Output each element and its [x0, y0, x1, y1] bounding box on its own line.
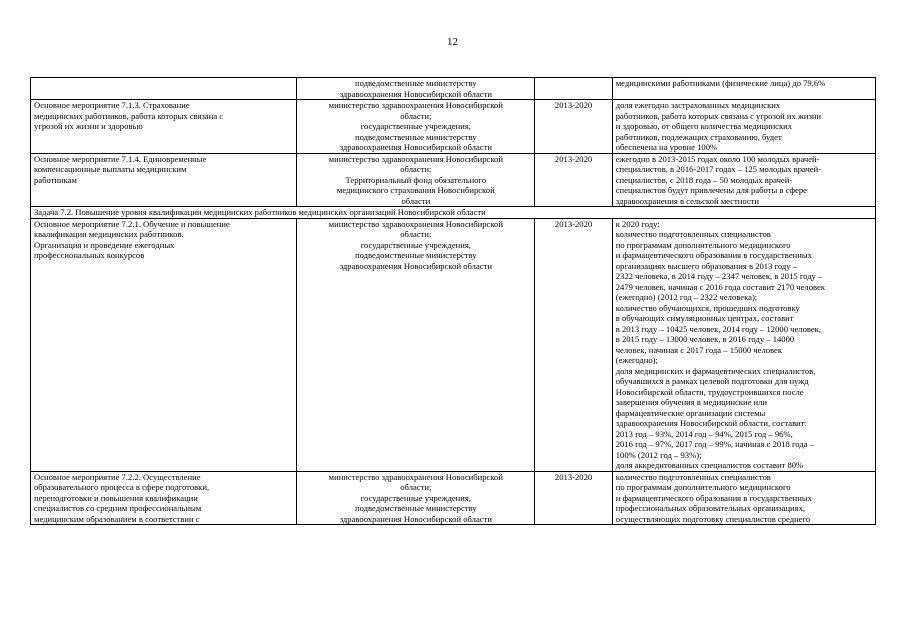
- indicators-cell-line: фармацевтические организации системы: [615, 407, 766, 418]
- indicators-cell-line: обучавшихся в рамках целевой подготовки для нужд: [615, 376, 809, 386]
- table-row: [31, 471, 876, 525]
- executors-cell-line: здравоохранения Новосибирской области: [339, 260, 492, 271]
- measure-cell-line: квалификации медицинских работников.: [34, 229, 184, 239]
- measure-cell-line: Основное мероприятие 7.2.2. Осуществление: [34, 471, 201, 482]
- indicators-cell-line: медицинскими работниками (физические лица) до 79,6%: [615, 78, 826, 88]
- indicators-cell-line: 2013 год – 93%, 2014 год – 94%, 2015 год – 96%,: [615, 428, 793, 439]
- period-cell: [535, 471, 612, 525]
- period-cell: [535, 153, 612, 207]
- measure-cell-line: специалистов со средним профессиональным: [34, 503, 202, 513]
- executors-cell: [297, 218, 535, 471]
- indicators-cell-line: в 2015 году – 13000 человек, в 2016 году – 14000: [615, 334, 795, 344]
- indicators-cell-line: по программам дополнительного медицинского: [615, 482, 791, 492]
- measure-cell-line: Организация и проведение ежегодных: [34, 239, 175, 250]
- measure-cell: [31, 471, 297, 525]
- indicators-cell-line: специалистов, с 2018 года – 50 молодых врачей-: [615, 174, 793, 185]
- executors-cell-line: области: [401, 195, 431, 206]
- period-cell-line: 2013-2020: [554, 471, 593, 482]
- indicators-cell-line: к 2020 году:: [615, 218, 660, 229]
- indicators-cell-line: доля медицинских и фармацевтических специалистов,: [615, 365, 816, 376]
- executors-cell-line: здравоохранения Новосибирской области: [339, 142, 492, 152]
- executors-cell-line: подведомственные министерству: [355, 503, 477, 513]
- indicators-cell-line: 2016 год – 97%, 2017 год – 99%, начиная с 2018 года –: [615, 439, 814, 449]
- indicators-cell-line: и фармацевтического образования в государственных: [615, 492, 812, 503]
- indicators-cell: [612, 153, 875, 207]
- executors-cell-line: государственные учреждения,: [360, 492, 471, 503]
- indicators-cell-line: (ежегодно) (2012 год – 2322 человека);: [615, 292, 758, 302]
- indicators-cell-line: организациях высшего образования в 2013 году –: [615, 260, 797, 271]
- measure-cell-line: переподготовки и повышения квалификации: [34, 492, 198, 503]
- measure-cell-line: Основное мероприятие 7.1.4. Единовременные: [34, 153, 207, 164]
- indicators-cell-line: (ежегодно);: [615, 355, 658, 365]
- period-cell: [535, 78, 612, 100]
- executors-cell-line: области;: [400, 229, 432, 239]
- measure-cell-line: медицинских работников, работа которых связана с: [34, 110, 224, 121]
- period-cell: [535, 218, 612, 471]
- indicators-cell-line: завершения обучения в медицинские или: [615, 397, 768, 407]
- period-cell: [535, 100, 612, 154]
- table-row: [31, 100, 876, 154]
- executors-cell-line: министерство здравоохранения Новосибирской: [328, 153, 503, 164]
- executors-cell-line: области;: [400, 164, 432, 174]
- program-measures-table: [30, 77, 876, 525]
- indicators-cell-line: 2479 человек, начиная с 2016 года составит 2170 человек: [615, 281, 826, 292]
- indicators-cell-line: профессиональных образовательных организациях,: [615, 503, 806, 513]
- executors-cell-line: области;: [400, 482, 432, 492]
- indicators-cell-line: количество обучающихся, прошедших подготовку: [615, 302, 800, 313]
- executors-cell: [297, 153, 535, 207]
- measure-cell-line: Основное мероприятие 7.2.1. Обучение и повышение: [34, 218, 230, 229]
- executors-cell: [297, 78, 535, 100]
- indicators-cell-line: и здоровью, от общего количества медицинских: [615, 121, 793, 131]
- measure-cell-line: медицинским образованием в соответствии с: [34, 513, 200, 524]
- indicators-cell-line: и фармацевтического образования в государственных: [615, 250, 812, 260]
- executors-cell-line: медицинского страхования Новосибирской: [336, 185, 495, 195]
- task-heading: Задача 7.2. Повышение уровня квалификации медицинских работников медицинских организаций Новосибирской области: [31, 207, 876, 219]
- table-row: [31, 218, 876, 471]
- executors-cell-line: Территориальный фонд обязательного: [345, 174, 487, 185]
- period-cell-line: 2013-2020: [554, 218, 593, 229]
- indicators-cell-line: человек, начиная с 2017 года – 15000 человек: [615, 344, 783, 355]
- table-row: [31, 78, 876, 100]
- measure-cell: [31, 218, 297, 471]
- executors-cell-line: подведомственные министерству: [355, 250, 477, 260]
- indicators-cell-line: в обучающих симуляционных центрах, составит: [615, 313, 794, 323]
- measure-cell-line: угрозой их жизни и здоровью: [34, 121, 143, 131]
- indicators-cell-line: в 2013 году – 10425 человек, 2014 году – 12000 человек,: [615, 323, 822, 334]
- indicators-cell-line: по программам дополнительного медицинского: [615, 239, 791, 250]
- executors-cell-line: здравоохранения Новосибирской области: [339, 88, 492, 99]
- indicators-cell: [612, 100, 875, 154]
- executors-cell-line: здравоохранения Новосибирской области: [339, 513, 492, 524]
- measure-cell: [31, 78, 297, 100]
- indicators-cell-line: специалистов, в 2016-2017 годах – 125 молодых врачей-: [615, 164, 822, 174]
- indicators-cell-line: здравоохранения в сельской местности: [615, 195, 760, 206]
- measure-cell-line: Основное мероприятие 7.1.3. Страхование: [34, 100, 190, 110]
- indicators-cell: [612, 471, 875, 525]
- indicators-cell-line: ежегодно в 2013-2015 годах около 100 молодых врачей-: [615, 153, 820, 164]
- measure-cell-line: компенсационные выплаты медицинским: [34, 164, 187, 174]
- indicators-cell-line: специалистов будут привлечены для работы в сфере: [615, 185, 807, 195]
- indicators-cell-line: количество подготовленных специалистов: [615, 471, 771, 482]
- executors-cell-line: области;: [400, 110, 432, 121]
- indicators-cell-line: здравоохранения Новосибирской области, составит:: [615, 418, 807, 428]
- indicators-cell-line: работников, работа которых связана с угрозой их жизни: [615, 110, 822, 121]
- measure-cell: [31, 153, 297, 207]
- page-number: 12: [447, 36, 458, 48]
- executors-cell-line: подведомственные министерству: [355, 131, 477, 142]
- executors-cell-line: государственные учреждения,: [360, 239, 471, 250]
- indicators-cell-line: осуществляющих подготовку специалистов среднего: [615, 513, 811, 524]
- measure-cell-line: работникам: [34, 174, 77, 185]
- period-cell-line: 2013-2020: [554, 100, 593, 110]
- executors-cell-line: министерство здравоохранения Новосибирской: [328, 218, 503, 229]
- executors-cell-line: министерство здравоохранения Новосибирской: [328, 471, 503, 482]
- executors-cell-line: министерство здравоохранения Новосибирской: [328, 100, 503, 110]
- executors-cell: [297, 471, 535, 525]
- measure-cell: [31, 100, 297, 154]
- measure-cell-line: образовательного процесса в сфере подготовки,: [34, 482, 210, 492]
- indicators-cell: [612, 78, 875, 100]
- executors-cell-line: подведомственные министерству: [355, 78, 477, 88]
- indicators-cell-line: 100% (2012 год – 93%);: [615, 449, 702, 460]
- indicators-cell-line: обеспечена на уровне 100%: [615, 142, 718, 152]
- table-row: [31, 153, 876, 207]
- task-row: [31, 207, 876, 219]
- indicators-cell-line: Новосибирской области, трудоустроившихся после: [615, 386, 804, 397]
- indicators-cell-line: 2322 человека, в 2014 году – 2347 человек, в 2015 году –: [615, 271, 823, 281]
- executors-cell: [297, 100, 535, 154]
- indicators-cell-line: работников, подлежащих страхованию, будет: [615, 131, 782, 142]
- measure-cell-line: профессиональных конкурсов: [34, 250, 145, 260]
- indicators-cell-line: доля ежегодно застрахованных медицинских: [615, 100, 781, 110]
- indicators-cell: [612, 218, 875, 471]
- indicators-cell-line: доля аккредитованных специалистов составит 80%: [615, 460, 804, 470]
- indicators-cell-line: количество подготовленных специалистов: [615, 229, 771, 239]
- period-cell-line: 2013-2020: [554, 153, 593, 164]
- executors-cell-line: государственные учреждения,: [360, 121, 471, 131]
